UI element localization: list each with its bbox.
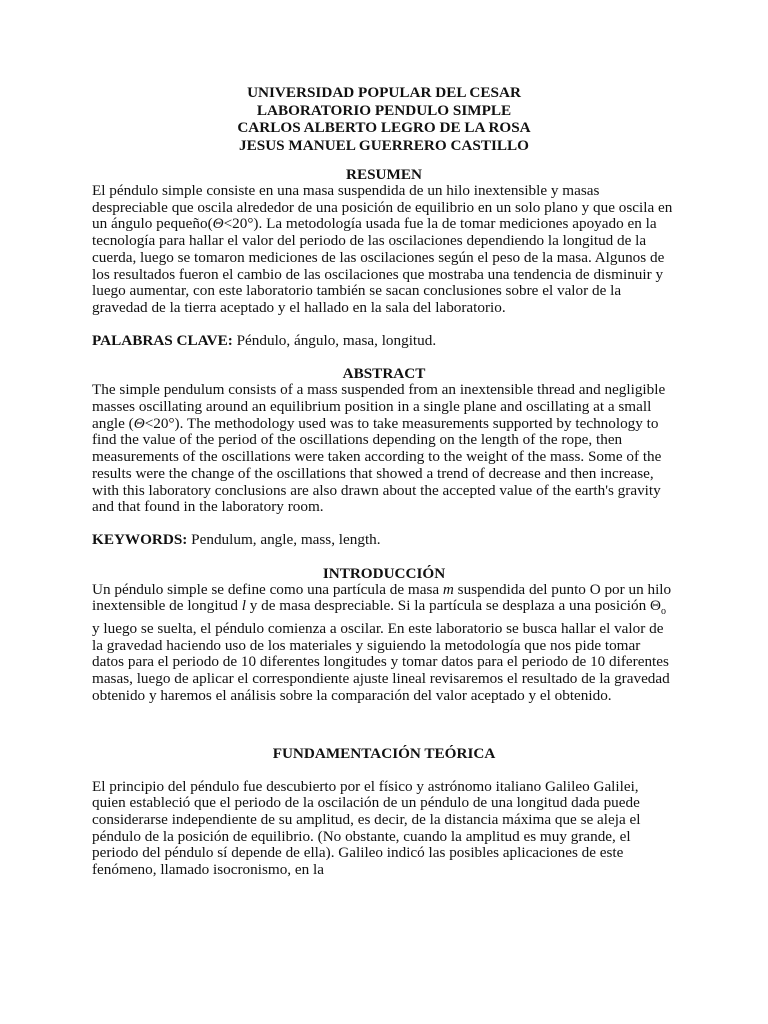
palabras-clave-text: Péndulo, ángulo, masa, longitud.	[232, 331, 437, 349]
document-header	[92, 84, 676, 154]
intro-text-3: y de masa despreciable. Si la partícula se desplaza a una posición Θ	[245, 597, 661, 615]
palabras-clave-label: PALABRAS CLAVE:	[92, 331, 233, 349]
abstract-text-2: <20°). The methodology used was to take measurements supported by technology to find the value of the period of the oscillations depending on the length of the rope, then measurements of the oscillations were taken according to the weight of the mass. Some of the results were the change of the oscillations that showed a trend of decrease and then increase, with this laboratory conclusions are also drawn about the accepted value of the earth's gravity and that found in the laboratory room.	[92, 414, 662, 516]
lab-title: LABORATORIO PENDULO SIMPLE	[256, 101, 512, 119]
length-symbol: l	[241, 597, 246, 615]
keywords-text: Pendulum, angle, mass, length.	[187, 530, 381, 548]
abstract-text-1: The simple pendulum consists of a mass suspended from an inextensible thread and negligible masses oscillating around an equilibrium position in a single plane and oscillating at a small angle (	[92, 381, 666, 432]
mass-symbol: m	[442, 580, 454, 598]
intro-text-1: Un péndulo simple se define como una partícula de masa	[92, 580, 443, 598]
author-2: JESUS MANUEL GUERRERO CASTILLO	[239, 136, 529, 154]
abstract-body	[92, 382, 676, 516]
resumen-body	[92, 183, 676, 317]
introduccion-title: INTRODUCCIÓN	[322, 564, 446, 582]
palabras-clave	[92, 333, 676, 350]
keywords-label: KEYWORDS:	[92, 530, 188, 548]
introduccion-body	[92, 582, 676, 705]
intro-text-4: y luego se suelta, el péndulo comienza a oscilar. En este laboratorio se busca hallar el valor de la gravedad haciendo uso de los materiales y siguiendo la metodología que nos pide tomar datos para el periodo de 10 diferentes longitudes y tomar datos para el periodo de 10 diferentes masas, luego de aplicar el correspondiente ajuste lineal revisaremos el resultado de la gravedad obtenido y haremos el análisis sobre la comparación del valor aceptado y el obtenido.	[92, 620, 670, 704]
intro-text-2: suspendida del punto O por un hilo inextensible de longitud	[92, 580, 672, 615]
resumen-title: RESUMEN	[346, 166, 422, 183]
university-name: UNIVERSIDAD POPULAR DEL CESAR	[247, 84, 521, 101]
author-1: CARLOS ALBERTO LEGRO DE LA ROSA	[237, 119, 531, 136]
keywords	[92, 532, 676, 549]
fundamentacion-body: El principio del péndulo fue descubierto por el físico y astrónomo italiano Galileo Galilei, quien estableció que el periodo de la oscilación de un péndulo de una longitud dada puede considerarse independiente de su amplitud, es decir, de la distancia máxima que se aleja el péndulo de la posición de equilibrio. (No obstante, cuando la amplitud es muy grande, el periodo del péndulo sí depende de ella). Galileo indicó las posibles aplicaciones de este fenómeno, llamado isocronismo, en la	[92, 777, 641, 879]
theta-subscript: o	[660, 606, 666, 618]
resumen-text-2: <20°). La metodología usada fue la de tomar mediciones apoyado en la tecnología para hallar el valor del periodo de las oscilaciones dependiendo la longitud de la cuerda, luego se tomaron mediciones de las oscilaciones según el peso de la masa. Algunos de los resultados fueron el cambio de las oscilaciones que mostraba una tendencia de disminuir y luego aumentar, con este laboratorio también se sacan conclusiones sobre el valor de la gravedad de la tierra aceptado y el hallado en la sala del laboratorio.	[92, 215, 665, 316]
theta-symbol: Θ	[212, 215, 224, 233]
abstract-title: ABSTRACT	[342, 365, 426, 383]
resumen-text-1: El péndulo simple consiste en una masa suspendida de un hilo inextensible y masas despreciable que oscila alrededor de una posición de equilibrio en un solo plano y que oscila en un ángulo pequeño(	[92, 182, 673, 233]
fundamentacion-title: FUNDAMENTACIÓN TEÓRICA	[272, 744, 496, 762]
document-page	[92, 84, 676, 879]
theta-symbol: Θ	[133, 414, 145, 432]
